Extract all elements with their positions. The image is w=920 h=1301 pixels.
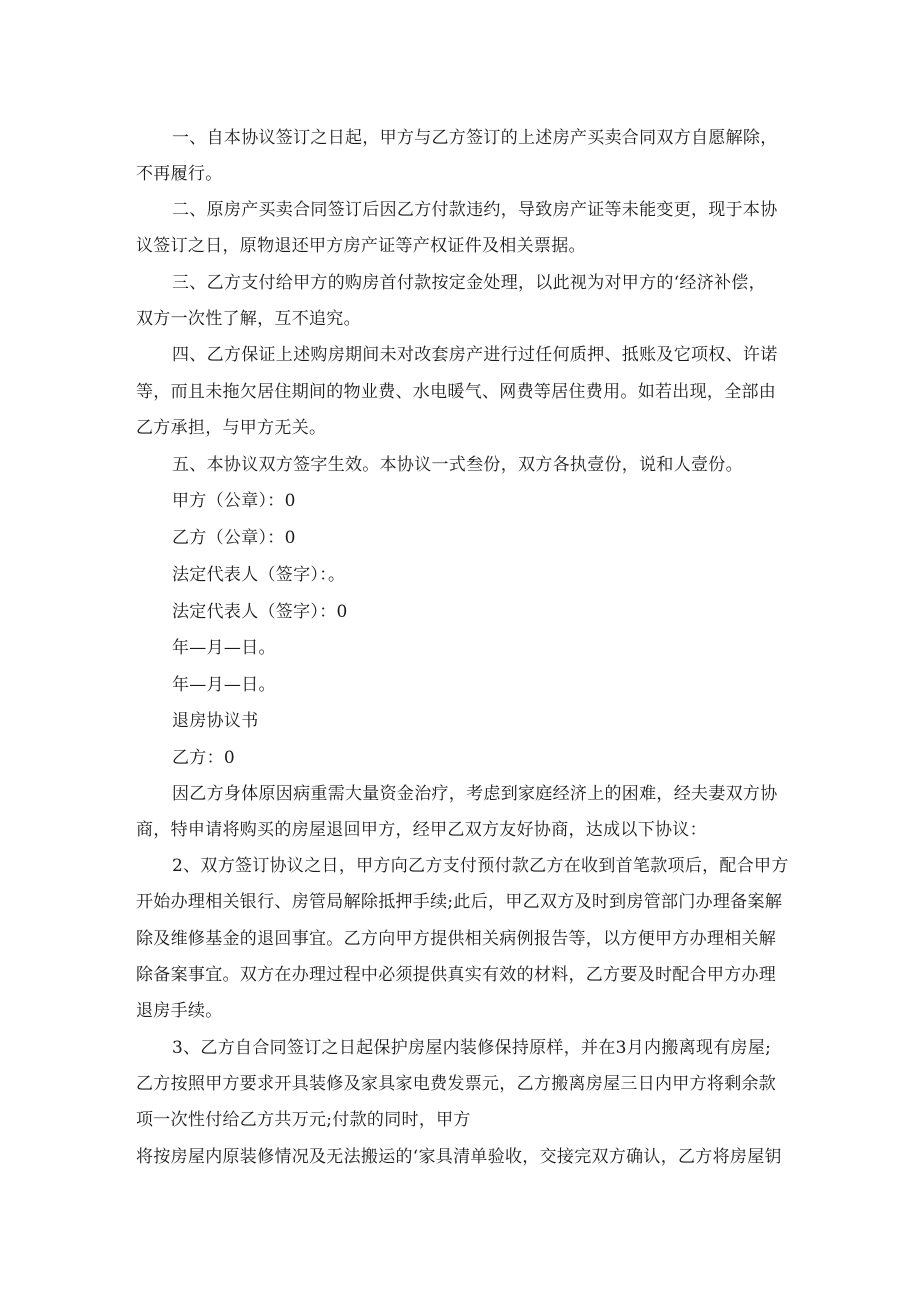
paragraph-line: 双方一次性了解，互不追究。 bbox=[136, 309, 361, 329]
date-line: 年—月—日。 bbox=[172, 638, 276, 658]
document-title: 退房协议书 bbox=[172, 711, 259, 731]
paragraph-line: 2、双方签订协议之日，甲方向乙方支付预付款乙方在收到首笔款项后，配合甲方 bbox=[172, 856, 789, 876]
date-line: 年—月—日。 bbox=[172, 675, 276, 695]
paragraph-line: 不再履行。 bbox=[136, 164, 223, 184]
paragraph-line: 乙方承担，与甲方无关。 bbox=[136, 418, 327, 438]
paragraph-line: 因乙方身体原因病重需大量资金治疗，考虑到家庭经济上的困难，经夫妻双方协 bbox=[172, 784, 778, 804]
paragraph-line: 3、乙方自合同签订之日起保护房屋内装修保持原样，并在3月内搬离现有房屋; bbox=[172, 1038, 772, 1058]
paragraph-line: 乙方按照甲方要求开具装修及家具家电费发票元，乙方搬离房屋三日内甲方将剩余款 bbox=[136, 1074, 777, 1094]
paragraph-line: 一、自本协议签订之日起，甲方与乙方签订的上述房产买卖合同双方自愿解除， bbox=[172, 128, 778, 148]
signature-line: 法定代表人（签字）：。 bbox=[172, 565, 346, 585]
paragraph-line: 除及维修基金的退回事宜。乙方向甲方提供相关病例报告等，以方便甲方办理相关解 bbox=[136, 929, 777, 949]
paragraph-line: 二、原房产买卖合同签订后因乙方付款违约，导致房产证等未能变更，现于本协 bbox=[172, 200, 778, 220]
signature-line: 乙方（公章）：0 bbox=[172, 528, 296, 548]
signature-line: 甲方（公章）：0 bbox=[172, 491, 296, 511]
paragraph-line: 三、乙方支付给甲方的购房首付款按定金处理，以此视为对甲方的‘经济补偿， bbox=[172, 273, 766, 293]
paragraph-line: 项一次性付给乙方共万元;付款的同时，甲方 bbox=[136, 1110, 471, 1130]
paragraph-line: 开始办理相关银行、房管局解除抵押手续;此后，甲乙双方及时到房管部门办理备案解 bbox=[136, 892, 783, 912]
paragraph-line: 退房手续。 bbox=[136, 1001, 223, 1021]
paragraph-line: 议签订之日，原物退还甲方房产证等产权证件及相关票据。 bbox=[136, 236, 586, 256]
paragraph-line: 除备案事宜。双方在办理过程中必须提供真实有效的材料，乙方要及时配合甲方办理 bbox=[136, 965, 777, 985]
paragraph-line: 等，而且未拖欠居住期间的物业费、水电暖气、网费等居住费用。如若出现，全部由 bbox=[136, 382, 777, 402]
paragraph-line: 商，特申请将购买的房屋退回甲方，经甲乙双方友好协商，达成以下协议： bbox=[136, 820, 707, 840]
signature-line: 法定代表人（签字）：0 bbox=[172, 602, 348, 622]
party-line: 乙方：0 bbox=[172, 748, 236, 768]
paragraph-line: 五、本协议双方签字生效。本协议一式叁份，双方各执壹份，说和人壹份。 bbox=[172, 455, 743, 475]
paragraph-line: 将按房屋内原装修情况及无法搬运的‘家具清单验收，交接完双方确认，乙方将房屋钥 bbox=[136, 1147, 782, 1167]
paragraph-line: 四、乙方保证上述购房期间未对改套房产进行过任何质押、抵账及它项权、许诺 bbox=[172, 345, 778, 365]
